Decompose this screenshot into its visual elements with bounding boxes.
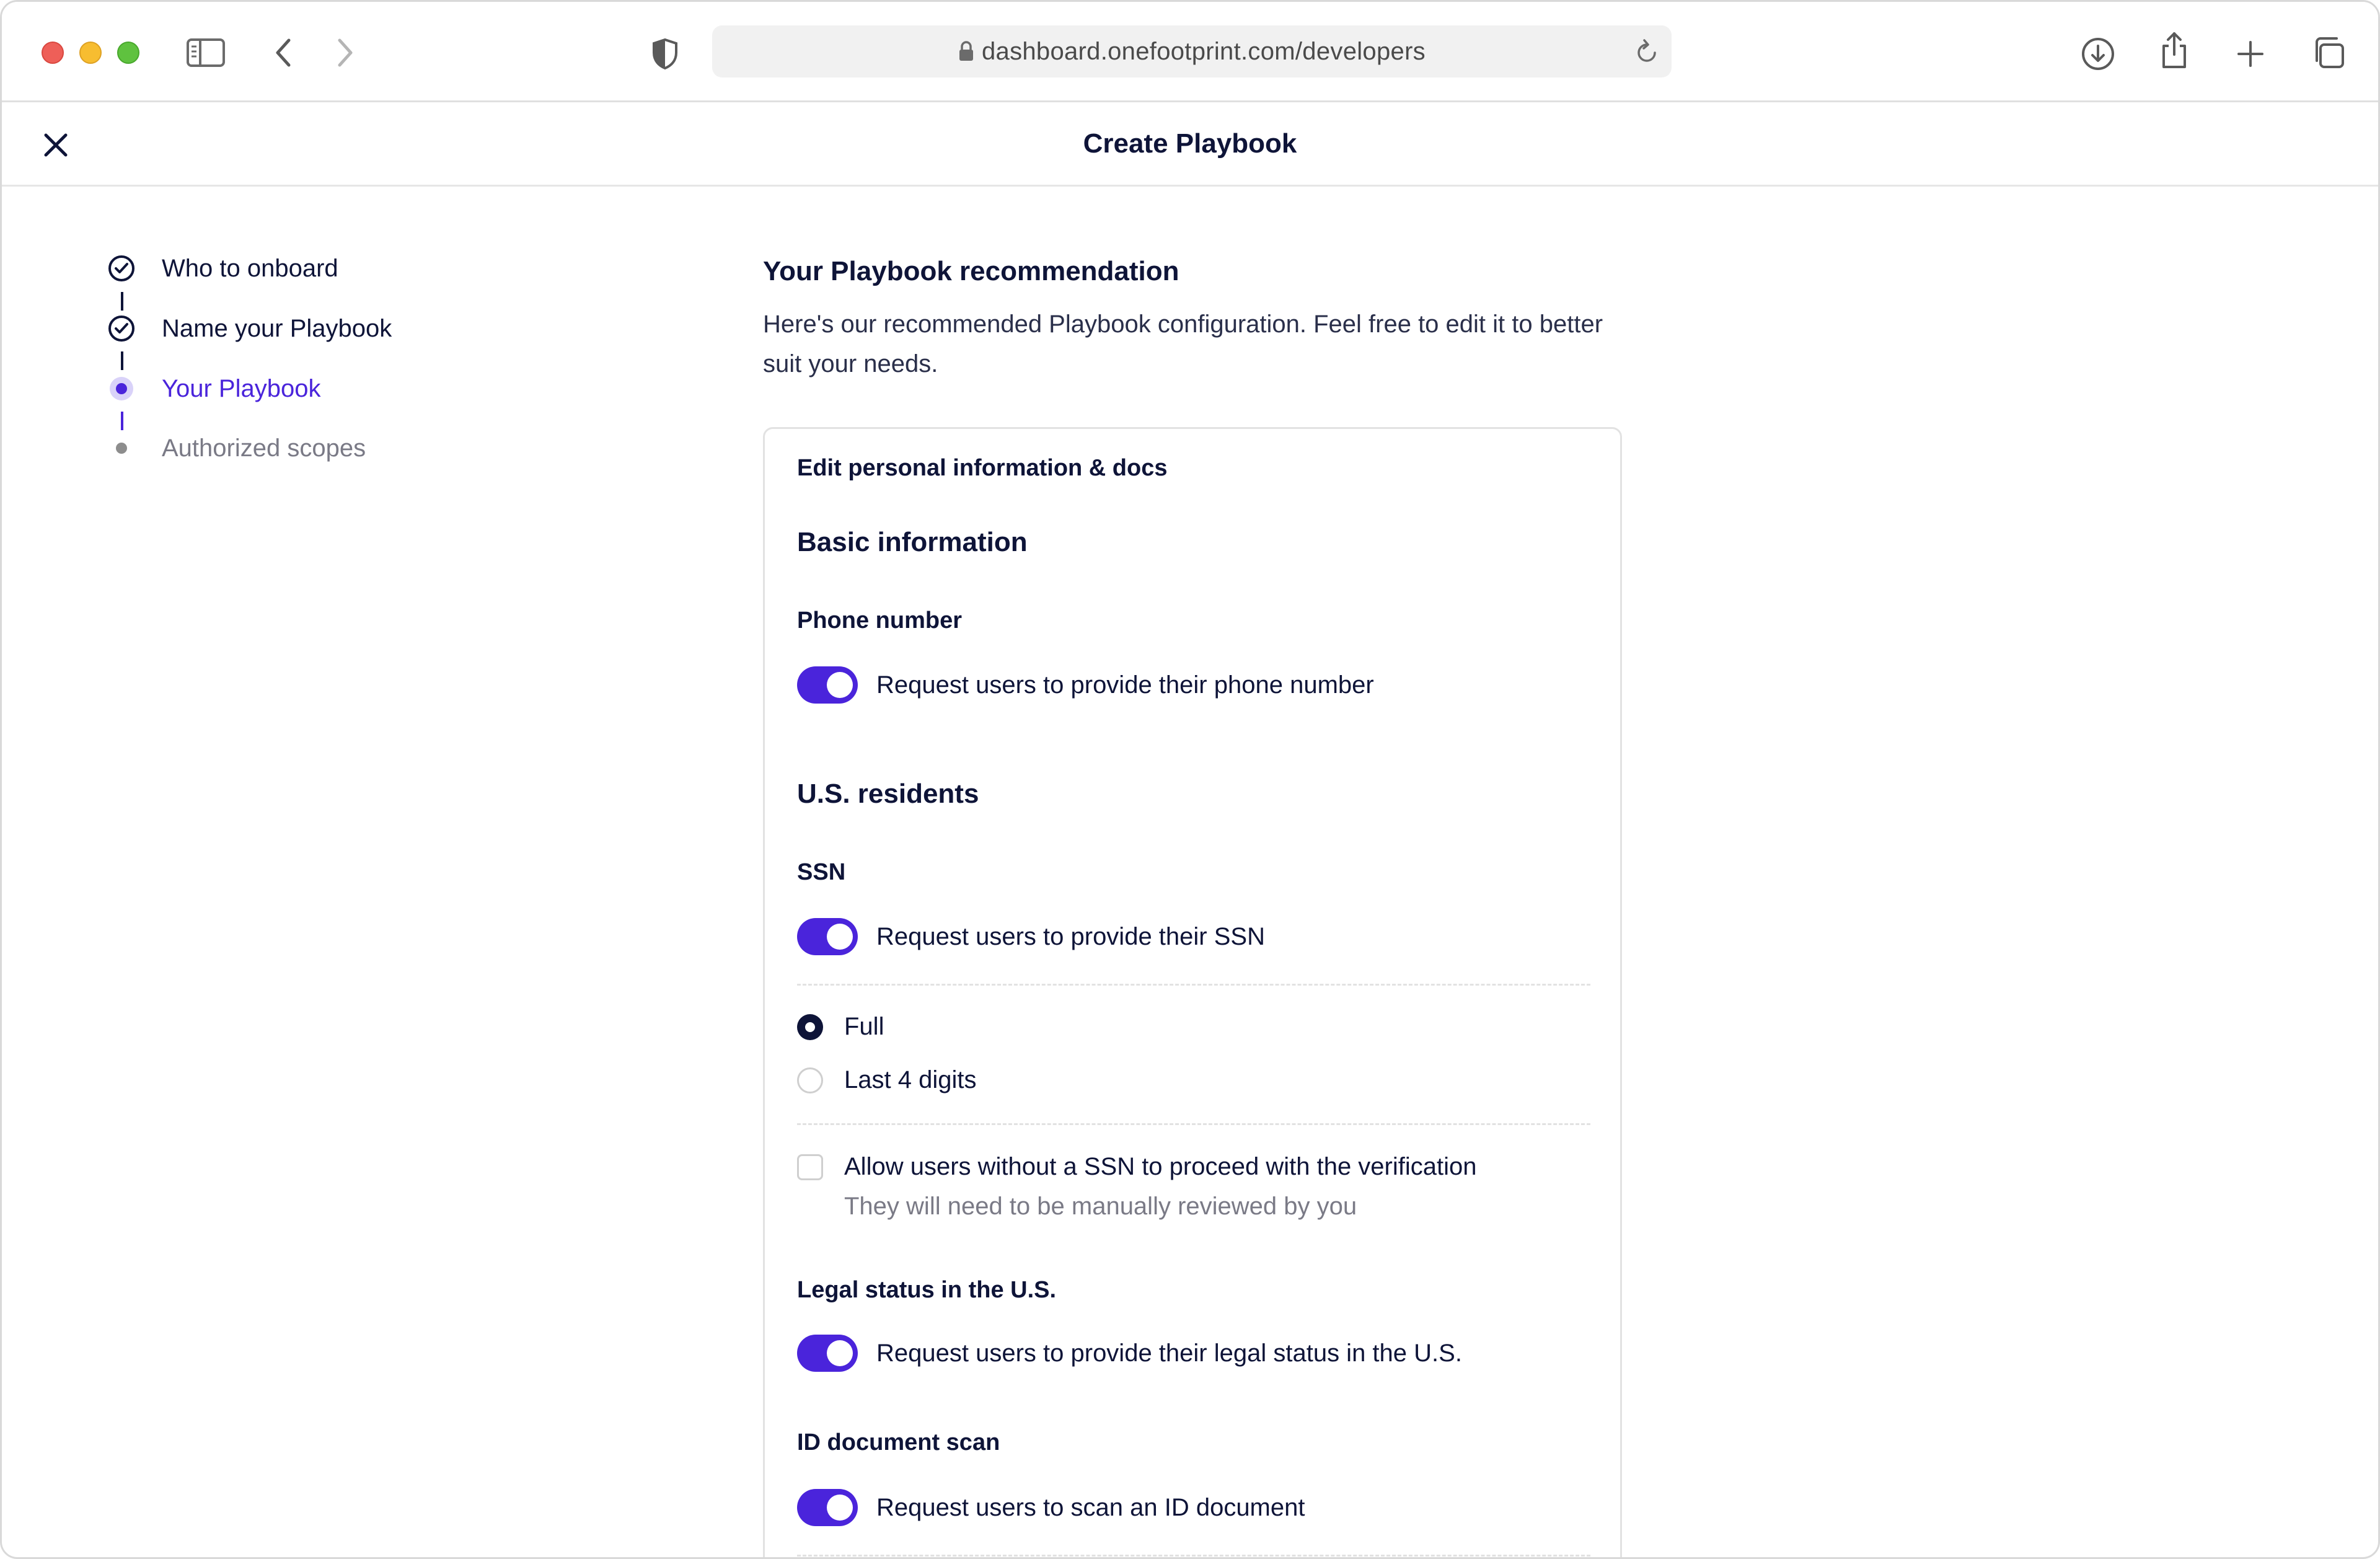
ssn-option-label: Last 4 digits [844,1066,977,1093]
phone-toggle-label: Request users to provide their phone number [876,671,1374,699]
close-window-button[interactable] [42,42,64,64]
legal-status-title: Legal status in the U.S. [797,1277,1057,1303]
minimize-window-button[interactable] [79,42,102,64]
modal-title: Create Playbook [1083,128,1297,159]
personal-info-card [763,427,1622,1559]
legal-toggle-row [797,1335,1462,1372]
ssn-toggle-row [797,918,1265,955]
no-ssn-checkbox-row[interactable] [797,1153,1477,1181]
current-step-icon [107,374,136,403]
divider [797,1555,1590,1557]
step-label: Authorized scopes [162,434,366,462]
section-description: Here's our recommended Playbook configuration. Feel free to edit it to better suit your needs. [763,311,1603,378]
phone-title: Phone number [797,607,963,634]
ssn-option-label: Full [844,1013,884,1040]
no-ssn-label: Allow users without a SSN to proceed with the verification [844,1153,1477,1180]
id-doc-toggle[interactable] [797,1489,858,1526]
ssn-option-full[interactable] [797,1013,884,1041]
step-label: Your Playbook [162,374,321,402]
tab-overview-icon[interactable] [2311,35,2346,70]
divider [797,1123,1590,1125]
us-residents-title: U.S. residents [797,779,979,809]
legal-status-toggle[interactable] [797,1335,858,1372]
step-connector [121,351,123,370]
id-doc-toggle-label: Request users to scan an ID document [876,1493,1305,1521]
ssn-toggle-label: Request users to provide their SSN [876,922,1265,950]
legal-toggle-label: Request users to provide their legal status in the U.S. [876,1339,1462,1367]
back-icon[interactable] [271,37,296,69]
zoom-window-button[interactable] [117,42,139,64]
url-text: dashboard.onefootprint.com/developers [981,37,1426,65]
address-bar[interactable] [712,25,1672,77]
no-ssn-hint: They will need to be manually reviewed by you [844,1193,1357,1220]
ssn-title: SSN [797,859,846,885]
radio-checked[interactable] [797,1014,823,1040]
step-label: Name your Playbook [162,314,392,342]
new-tab-icon[interactable] [2236,39,2265,69]
downloads-icon[interactable] [2081,37,2115,71]
forward-icon[interactable] [333,37,358,69]
card-title: Edit personal information & docs [797,455,1168,481]
check-circle-icon [107,314,136,343]
lock-icon [958,41,974,62]
id-doc-toggle-row [797,1489,1305,1526]
ssn-toggle[interactable] [797,918,858,955]
upcoming-step-icon [107,434,136,462]
browser-toolbar [2,2,2378,102]
step-connector [121,292,123,311]
section-heading: Your Playbook recommendation [763,256,1179,286]
sidebar-toggle-icon[interactable] [187,38,225,68]
no-ssn-checkbox[interactable] [797,1154,823,1180]
basic-info-title: Basic information [797,527,1028,557]
id-doc-title: ID document scan [797,1429,1000,1455]
modal-header [2,102,2378,187]
share-icon[interactable] [2159,30,2190,70]
reload-icon[interactable] [1634,38,1659,68]
divider [797,984,1590,986]
radio-unchecked[interactable] [797,1067,823,1093]
step-connector [121,412,123,430]
playbook-recommendation [763,256,1624,384]
privacy-shield-icon[interactable] [649,37,681,71]
step-label: Who to onboard [162,254,338,282]
ssn-option-last4[interactable] [797,1066,976,1094]
phone-toggle[interactable] [797,666,858,704]
check-circle-icon [107,254,136,283]
phone-toggle-row [797,666,1374,704]
